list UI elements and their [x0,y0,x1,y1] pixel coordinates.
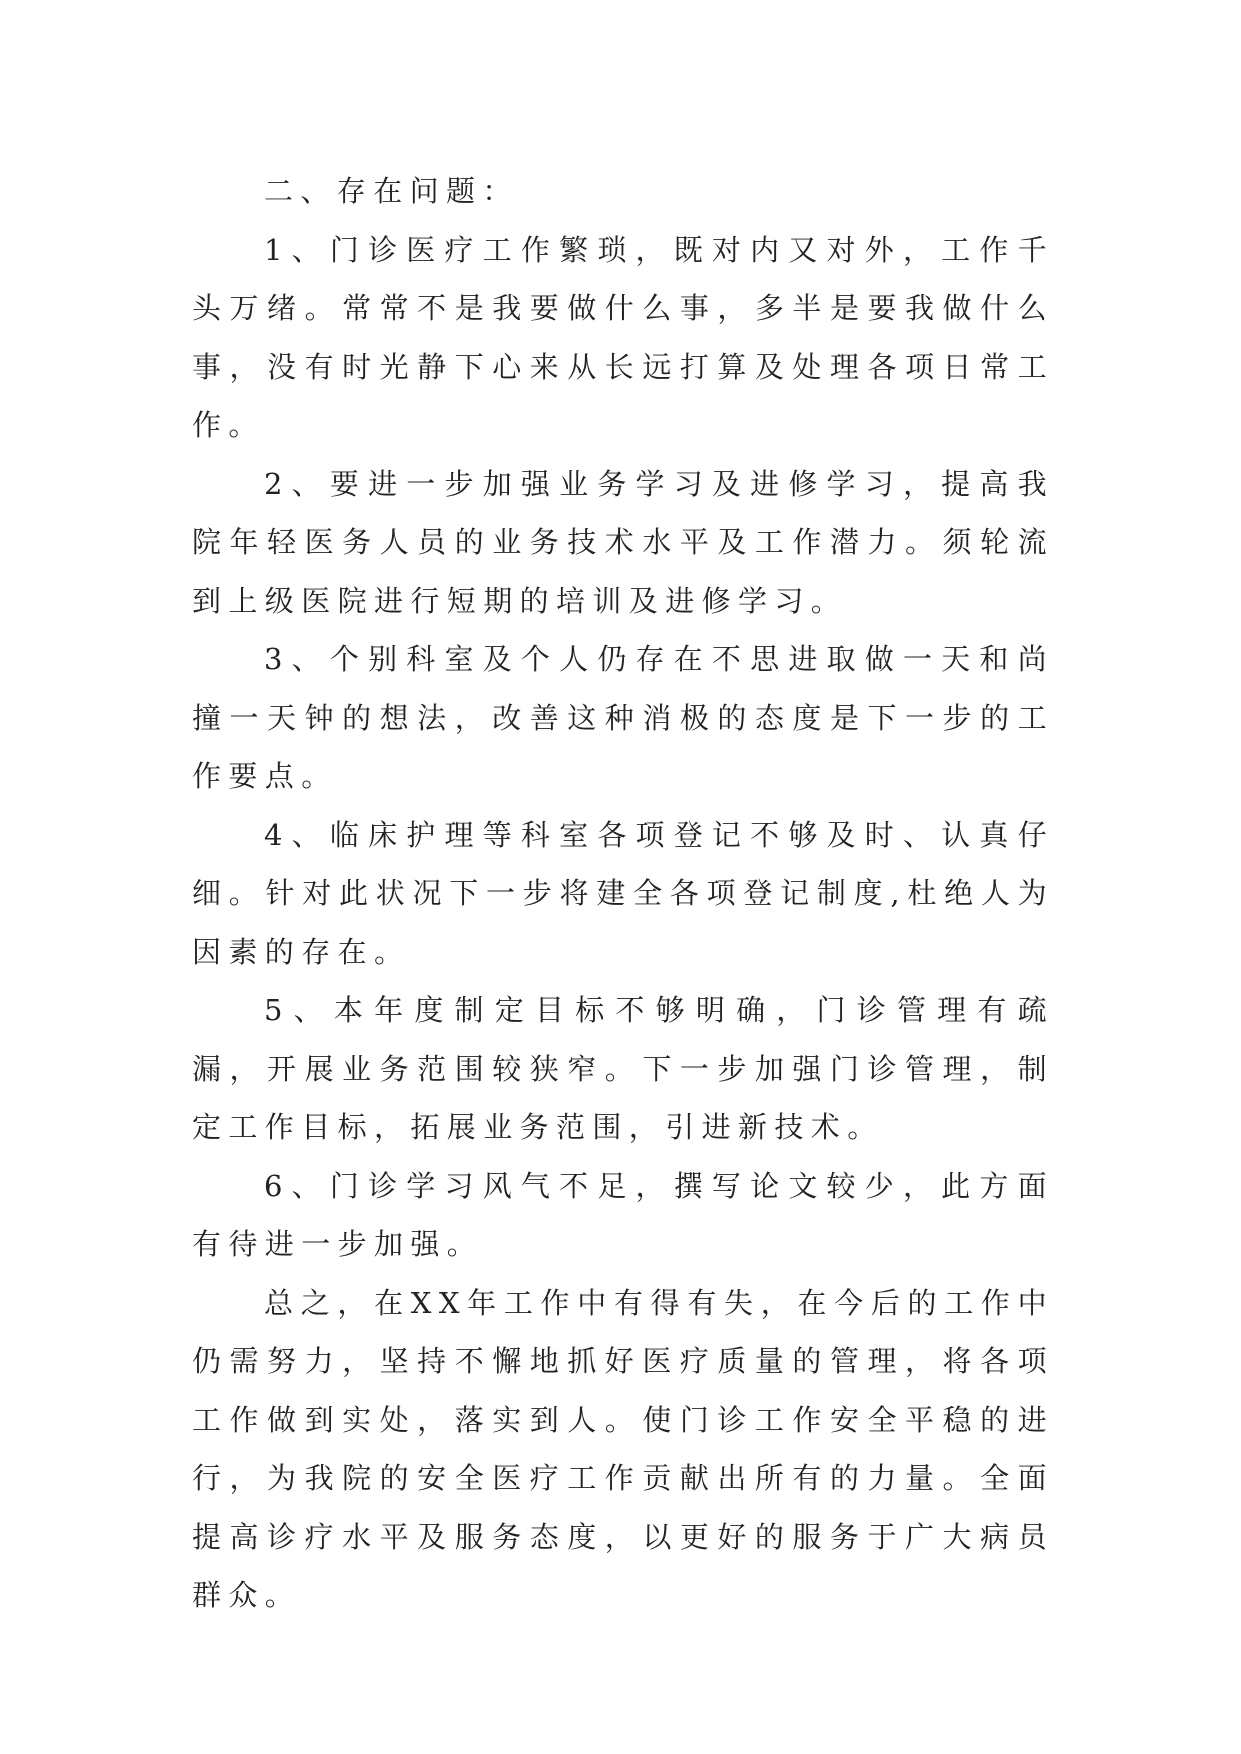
section-heading: 二、存在问题： [264,174,519,208]
paragraph-issue-1: 1、门诊医疗工作繁琐，既对内又对外，工作千头万绪。常常不是我要做什么事，多半是要我做什么事，没有时光静下心来从长远打算及处理各项日常工作。 [192,232,1054,442]
document-body [192,162,1054,1625]
paragraph-issue-2: 2、要进一步加强业务学习及进修学习，提高我院年轻医务人员的业务技术水平及工作潜力。须轮流到上级医院进行短期的培训及进修学习。 [192,466,1054,618]
paragraph-issue-6: 6、门诊学习风气不足，撰写论文较少，此方面有待进一步加强。 [192,1168,1054,1261]
paragraph-issue-3: 3、个别科室及个人仍存在不思进取做一天和尚撞一天钟的想法，改善这种消极的态度是下一步的工作要点。 [192,642,1054,793]
paragraph-issue-5: 5、本年度制定目标不够明确，门诊管理有疏漏，开展业务范围较狭窄。下一步加强门诊管理，制定工作目标，拓展业务范围，引进新技术。 [192,993,1054,1144]
paragraph-conclusion: 总之，在XX年工作中有得有失，在今后的工作中仍需努力，坚持不懈地抓好医疗质量的管理，将各项工作做到实处，落实到人。使门诊工作安全平稳的进行，为我院的安全医疗工作贡献出所有的力量。全面提高诊疗水平及服务态度，以更好的服务于广大病员群众。 [192,1285,1054,1612]
paragraph-issue-4: 4、临床护理等科室各项登记不够及时、认真仔细。针对此状况下一步将建全各项登记制度,杜绝人为因素的存在。 [192,817,1054,969]
